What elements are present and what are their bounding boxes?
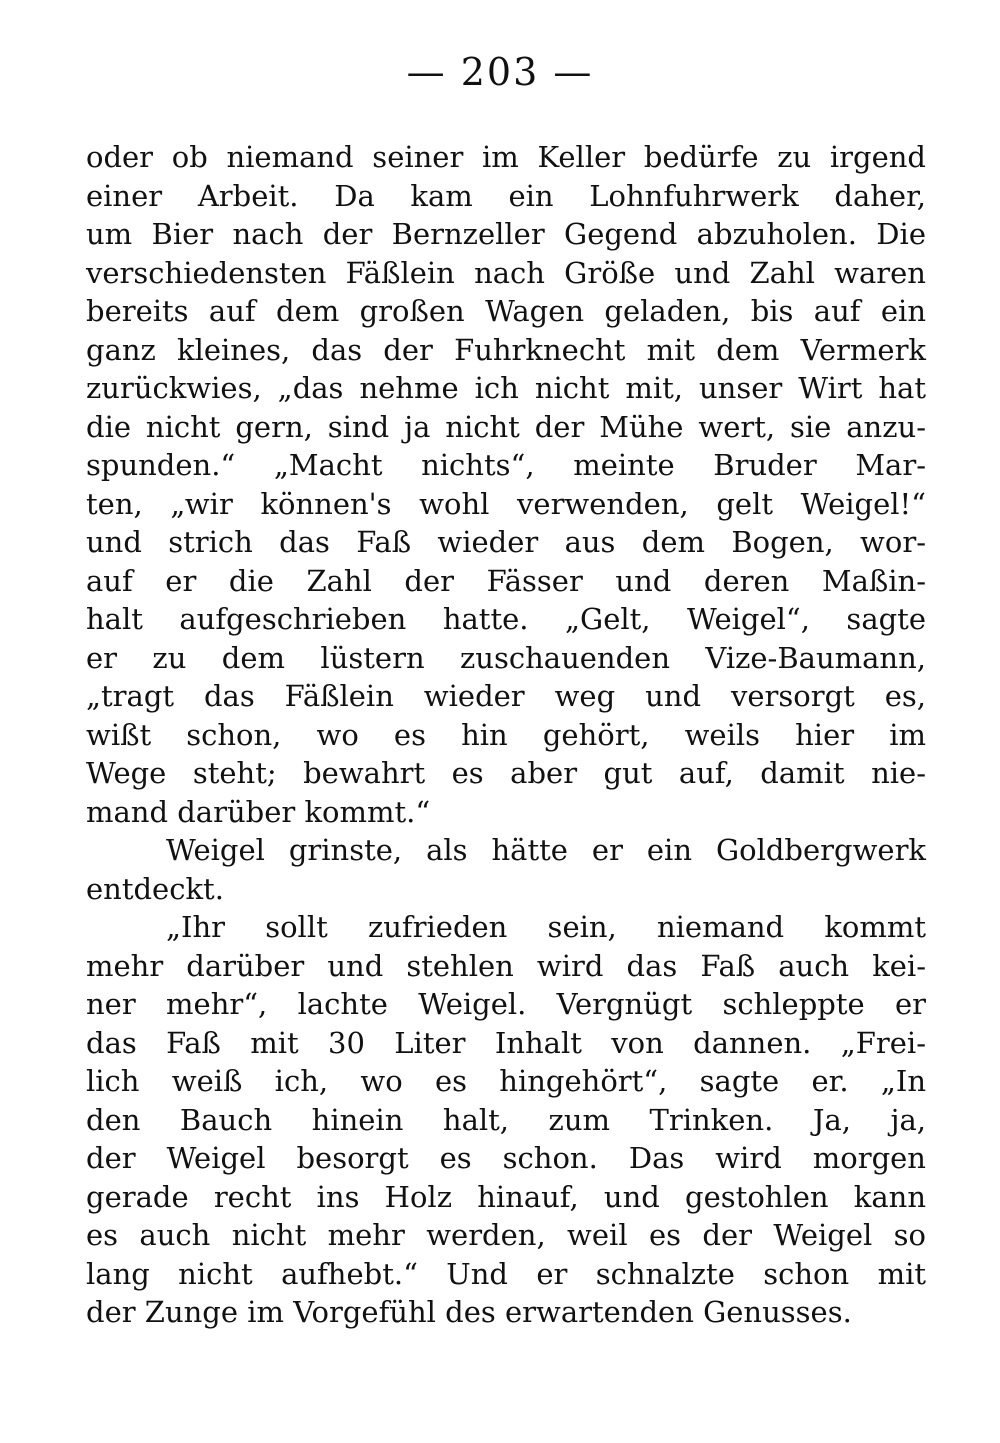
text-line: um Bier nach der Bernzeller Gegend abzuholen. Die	[86, 217, 926, 251]
text-line: auf er die Zahl der Fässer und deren Maßin-	[86, 563, 926, 598]
text-line: und strich das Faß wieder aus dem Bogen, wor-	[86, 525, 926, 559]
text-line: der Weigel besorgt es schon. Das wird morgen	[86, 1141, 926, 1175]
text-line: es auch nicht mehr werden, weil es der Weigel so	[86, 1218, 926, 1252]
paragraph-1	[86, 138, 926, 831]
text-line: den Bauch hinein halt, zum Trinken. Ja, ja,	[86, 1102, 926, 1137]
text-line: lich weiß ich, wo es hingehört“, sagte er. „In	[86, 1064, 926, 1098]
text-line: „Ihr sollt zufrieden sein, niemand kommt	[166, 910, 926, 944]
text-line: halt aufgeschrieben hatte. „Gelt, Weigel“, sagte	[86, 602, 926, 636]
page-number: — 203 —	[406, 50, 594, 94]
paragraph-2	[86, 831, 926, 908]
text-line: die nicht gern, sind ja nicht der Mühe wert, sie anzu-	[86, 409, 926, 444]
text-line: bereits auf dem großen Wagen geladen, bis auf ein	[86, 294, 926, 328]
text-line: zurückwies, „das nehme ich nicht mit, unser Wirt hat	[86, 371, 926, 405]
text-line: Wege steht; bewahrt es aber gut auf, damit nie-	[86, 756, 926, 790]
text-line: spunden.“ „Macht nichts“, meinte Bruder Mar-	[86, 448, 926, 482]
text-line: wißt schon, wo es hin gehört, weils hier im	[86, 717, 926, 752]
text-line: einer Arbeit. Da kam ein Lohnfuhrwerk daher,	[86, 178, 926, 213]
body-text	[86, 138, 926, 1332]
text-line: oder ob niemand seiner im Keller bedürfe zu irgend	[86, 140, 926, 174]
paragraph-3	[86, 908, 926, 1332]
text-line: der Zunge im Vorgefühl des erwartenden Genusses.	[86, 1295, 852, 1329]
text-line: ten, „wir können's wohl verwenden, gelt Weigel!“	[86, 486, 926, 521]
text-line: er zu dem lüstern zuschauenden Vize-Baumann,	[86, 640, 926, 675]
text-line: Weigel grinste, als hätte er ein Goldbergwerk	[166, 833, 926, 867]
text-line: gerade recht ins Holz hinauf, und gestohlen kann	[86, 1179, 926, 1214]
text-line: ner mehr“, lachte Weigel. Vergnügt schleppte er	[86, 987, 926, 1021]
text-line: ganz kleines, das der Fuhrknecht mit dem Vermerk	[86, 332, 926, 367]
text-line: das Faß mit 30 Liter Inhalt von dannen. „Frei-	[86, 1025, 926, 1060]
text-line: mehr darüber und stehlen wird das Faß auch kei-	[86, 948, 926, 983]
text-line: verschiedensten Fäßlein nach Größe und Zahl waren	[86, 255, 926, 290]
text-line: lang nicht aufhebt.“ Und er schnalzte schon mit	[86, 1256, 926, 1291]
text-line: entdeckt.	[86, 871, 224, 906]
text-line: „tragt das Fäßlein wieder weg und versorgt es,	[86, 679, 926, 713]
text-line: mand darüber kommt.“	[86, 794, 431, 829]
